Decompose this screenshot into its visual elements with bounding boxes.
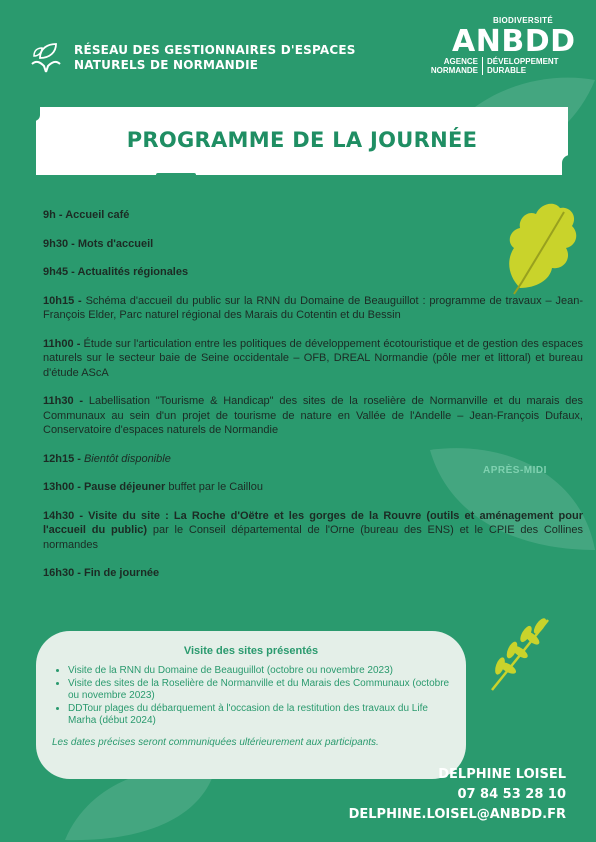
programme-time: 16h30 - bbox=[43, 567, 84, 579]
programme-time: 9h45 - bbox=[43, 266, 78, 278]
programme-text: Labellisation "Tourisme & Handicap" des sites de la roselière de Normanville et du marais des Communaux au sein d'un projet de tourisme de nature en Vallée de l'Andelle – Jean-François Dufaux, Conservatoire d'espaces naturels de Normandie bbox=[43, 395, 584, 436]
programme-time: 14h30 - bbox=[43, 509, 89, 522]
programme-text: Étude sur l'articulation entre les politiques de développement écotouristique et de gestion des espaces naturels sur le secteur baie de Seine occidentale – OFB, DREAL Normandie (pôle mer et littoral) et bureau d'étude AScA bbox=[43, 337, 584, 379]
list-item: • DDTour plages du débarquement à l'occasion de la restitution des travaux du Life Marha (début 2024) bbox=[68, 703, 452, 728]
programme-item bbox=[43, 509, 583, 553]
anbdd-top-text: BIODIVERSITÉ bbox=[492, 16, 553, 25]
programme-item bbox=[43, 452, 583, 467]
programme-item bbox=[43, 237, 583, 252]
organisation-header bbox=[26, 38, 356, 78]
programme-item bbox=[43, 394, 583, 438]
contact-phone: 07 84 53 28 10 bbox=[457, 787, 566, 802]
anbdd-logo bbox=[430, 16, 575, 82]
programme-heading: Fin de journée bbox=[83, 567, 160, 579]
visits-list bbox=[52, 665, 452, 728]
contact-block bbox=[349, 765, 566, 825]
visits-box bbox=[36, 631, 466, 779]
apres-midi-label: APRÈS-MIDI bbox=[483, 465, 547, 476]
programme-item bbox=[43, 265, 583, 280]
visits-title: Visite des sites présentés bbox=[183, 645, 319, 657]
programme-text: Schéma d'accueil du public sur la RNN du Domaine de Beauguillot : programme de travaux – Jean-François Elder, Parc naturel régional des Marais du Cotentin et du Bessin bbox=[43, 294, 583, 321]
programme-text: par le Conseil départemental de l'Orne (bureau des ENS) et le CPIE des Collines normandes bbox=[43, 524, 583, 551]
programme-time: 12h15 - bbox=[43, 452, 84, 465]
list-item: • Visite des sites de la Roselière de Normanville et du Marais des Communaux (octobre ou novembre 2023) bbox=[68, 678, 452, 703]
visits-note: Les dates précises seront communiquées ultérieurement aux participants. bbox=[52, 737, 379, 748]
programme-heading: Mots d'accueil bbox=[77, 237, 154, 250]
branch-leaf-icon bbox=[486, 614, 556, 694]
programme-heading: Visite du site : La Roche d'Oëtre et les gorges de la Rouvre (outils et aménagement pour l'accueil du public) bbox=[43, 509, 583, 536]
programme-text: buffet par le Caillou bbox=[165, 481, 263, 493]
programme-item bbox=[43, 208, 583, 223]
programme-heading: Accueil café bbox=[65, 209, 130, 221]
programme-item bbox=[43, 480, 583, 495]
page-title: PROGRAMME DE LA JOURNÉE bbox=[126, 128, 478, 152]
programme-item bbox=[43, 294, 583, 323]
programme-item bbox=[43, 337, 583, 381]
programme-time: 10h15 - bbox=[43, 294, 86, 307]
programme-time: 11h00 - bbox=[43, 337, 84, 350]
anbdd-wordmark: ANBDD bbox=[452, 24, 576, 59]
programme-heading: Actualités régionales bbox=[77, 266, 189, 278]
programme-heading: Pause déjeuner bbox=[83, 481, 166, 493]
programme-list bbox=[43, 208, 583, 595]
contact-email: DELPHINE.LOISEL@ANBDD.FR bbox=[348, 807, 566, 822]
anbdd-agence-text: AGENCE NORMANDE bbox=[430, 57, 478, 75]
programme-time: 13h00 - bbox=[43, 481, 84, 493]
contact-name: DELPHINE LOISEL bbox=[438, 767, 566, 782]
list-item: • Visite de la RNN du Domaine de Beauguillot (octobre ou novembre 2023) bbox=[68, 665, 452, 678]
programme-italic: Bientôt disponible bbox=[83, 452, 171, 465]
programme-time: 9h - bbox=[43, 209, 66, 221]
hands-leaf-icon bbox=[26, 38, 66, 78]
anbdd-dd-text: DÉVELOPPEMENT DURABLE bbox=[482, 57, 559, 75]
organisation-name: RÉSEAU DES GESTIONNAIRES D'ESPACES NATURELS DE NORMANDIE bbox=[74, 43, 356, 72]
programme-time: 9h30 - bbox=[43, 237, 78, 250]
programme-time: 11h30 - bbox=[43, 395, 89, 407]
programme-item bbox=[43, 566, 583, 581]
title-banner bbox=[36, 107, 568, 175]
